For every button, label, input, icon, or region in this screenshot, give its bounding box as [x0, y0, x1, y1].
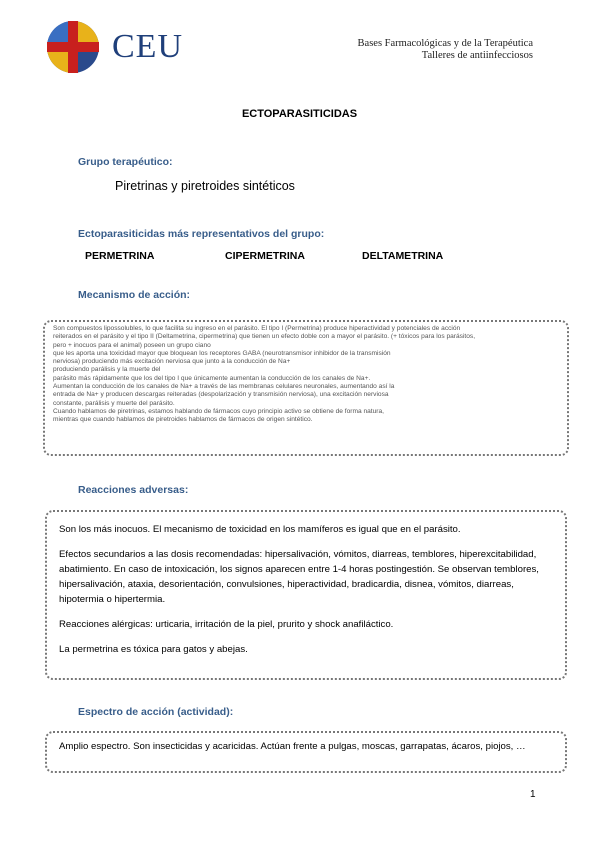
mecanismo-box [43, 320, 569, 456]
mecanismo-line: constante, parálisis y muerte del parásito. [53, 399, 175, 407]
mecanismo-line: mientras que cuando hablamos de piretroides hablamos de fármacos de origen sintético. [53, 416, 313, 424]
logo-text: CEU [112, 28, 183, 65]
mecanismo-line: produciendo parálisis y la muerte del [53, 366, 161, 374]
mecanismo-line: pero + inocuos para el animal) poseen un grupo ciano [53, 341, 211, 349]
espectro-text: Amplio espectro. Son insecticidas y acaricidas. Actúan frente a pulgas, moscas, garrapatas, ácaros, piojos, … [59, 741, 526, 752]
reacciones-paragraph: Reacciones alérgicas: urticaria, irritación de la piel, prurito y shock anafiláctico. [59, 619, 394, 630]
document-header [358, 38, 533, 62]
mecanismo-line: nerviosa) produciendo más excitación nerviosa que junto a la conducción de Na+ [53, 358, 291, 366]
drug-cipermetrina: CIPERMETRINA [225, 250, 305, 262]
page-number: 1 [530, 789, 536, 800]
reacciones-paragraph: Son los más inocuos. El mecanismo de toxicidad en los mamíferos es igual que en el parásito. [59, 524, 461, 535]
representativos-heading: Ectoparasiticidas más representativos del grupo: [78, 228, 325, 240]
mecanismo-line: parásito más rápidamente que los del tipo I que únicamente aumentan la conducción de los canales de Na+. [53, 374, 371, 382]
mecanismo-line: Aumentan la conducción de los canales de Na+ a través de las membranas celulares neuronales, aumentando así la [53, 383, 395, 391]
header-line-2: Talleres de antiinfecciosos [421, 50, 533, 61]
mecanismo-line: reiterados en el parásito y el tipo II (Deltametrina, cipermetrina) que tienen un efecto doble con a mayor el parásito. (+ tóxicos para los parásitos, [53, 333, 476, 341]
drug-permetrina: PERMETRINA [85, 250, 155, 262]
reacciones-heading: Reacciones adversas: [78, 484, 189, 496]
mecanismo-line: entrada de Na+ y producen descargas reiteradas (despolarización y transmisión nerviosa), una excitación nerviosa [53, 391, 389, 399]
grupo-text: Piretrinas y piretroides sintéticos [115, 179, 295, 193]
header-line-1: Bases Farmacológicas y de la Terapéutica [357, 38, 533, 49]
espectro-heading: Espectro de acción (actividad): [78, 706, 234, 718]
grupo-heading: Grupo terapéutico: [78, 156, 173, 168]
espectro-box [45, 731, 567, 773]
page-title: ECTOPARASITICIDAS [241, 108, 358, 120]
reacciones-paragraph: La permetrina es tóxica para gatos y abejas. [59, 644, 248, 655]
mecanismo-line: que les aporta una toxicidad mayor que bloquean los receptores GABA (neurotransmisor inhibidor de la transmisión [53, 349, 391, 357]
reacciones-box [45, 510, 567, 680]
mecanismo-line: Son compuestos lipossolubles, lo que facilita su ingreso en el parásito. El tipo I (Permetrina) produce hiperactividad y potenciales de acción [53, 325, 461, 332]
mecanismo-heading: Mecanismo de acción: [78, 289, 191, 301]
drug-deltametrina: DELTAMETRINA [362, 250, 444, 262]
mecanismo-line: Cuando hablamos de piretrinas, estamos hablando de fármacos cuyo principio activo se obtiene de forma natura, [53, 407, 384, 415]
reacciones-paragraph: Efectos secundarios a las dosis recomendadas: hipersalivación, vómitos, diarreas, temblores, hiperexcitabilidad, abatimiento. En caso de intoxicación, los signos aparecen entre 1-4 horas postingestión. Se observan temblores, hipersalivación, ataxia, desorientación, convulsiones, hiperactividad, bradicardia, disnea, vómitos, diarreas, hipotermia o hipertermia. [59, 549, 539, 605]
ceu-logo-icon [46, 20, 100, 74]
